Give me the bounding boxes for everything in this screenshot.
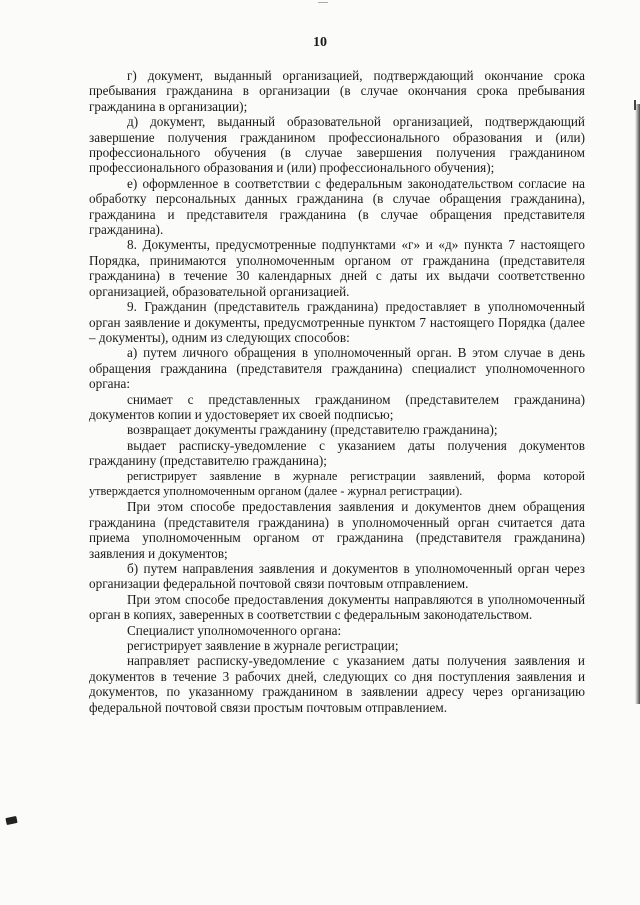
paragraph-clause-8: 8. Документы, предусмотренные подпунктами «г» и «д» пункта 7 настоящего Порядка, принимаются уполномоченным органом от гражданина (представителя гражданина) в течение 30 календарных дней с даты их выдачи соответственно организацией, образовательной организацией. [89,237,585,299]
paragraph-send-receipt: направляет расписку-уведомление с указанием даты получения заявления и документов в течение 3 рабочих дней, следующих со дня поступления заявления и документов, по указанному гражданином в заявлении адресу через организацию федеральной почтовой связи простым почтовым отправлением. [89,653,585,715]
paragraph-item-b: б) путем направления заявления и документов в уполномоченный орган через организации федеральной почтовой связи почтовым отправлением. [89,561,585,592]
paragraph-item-e: е) оформленное в соответствии с федеральным законодательством согласие на обработку персональных данных гражданина (в случае обращения гражданина), гражданина и представителя гражданина (в случае обращения представителя гражданина). [89,175,585,238]
scan-edge-shadow [635,104,640,704]
paragraph-register: регистрирует заявление в журнале регистрации заявлений, форма которой утверждается уполномоченным органом (далее - журнал регистрации). [89,468,585,498]
paragraph-return: возвращает документы гражданину (представителю гражданина); [127,422,498,438]
paragraph-copies-certified: При этом способе предоставления документы направляются в уполномоченный орган в копиях, заверенных в соответствии с федеральным законодательством. [89,591,585,623]
paragraph-item-g: г) документ, выданный организацией, подтверждающий окончание срока пребывания гражданина в организации (в случае окончания срока пребывания гражданина в организации); [89,68,585,114]
scan-mark [318,2,328,3]
paragraph-item-a: а) путем личного обращения в уполномоченный орган. В этом случае в день обращения гражданина (представителя гражданина) специалист уполномоченного органа: [89,345,585,392]
paragraph-register-journal: регистрирует заявление в журнале регистрации; [127,638,399,654]
paragraph-specialist: Специалист уполномоченного органа: [127,622,342,638]
paragraph-receipt: выдает расписку-уведомление с указанием даты получения документов гражданину (представителю гражданина); [89,437,585,469]
paragraph-day-of-appeal: При этом способе предоставления заявления и документов днем обращения гражданина (представителя гражданина) в уполномоченный орган считается дата приема уполномоченным органом от гражданина (представителя гражданина) заявления и документов; [89,499,585,561]
paragraph-item-d: д) документ, выданный образовательной организацией, подтверждающий завершение получения гражданином профессионального образования и (или) профессионального обучения (в случае завершения получения гражданином профессионального образования и (или) профессионального обучения); [89,114,585,176]
paragraph-clause-9: 9. Гражданин (представитель гражданина) предоставляет в уполномоченный орган заявление и документы, предусмотренные пунктом 7 настоящего Порядка (далее – документы), одним из следующих способов: [89,299,585,345]
scan-edge-mark [634,100,636,110]
scan-speck [5,816,17,825]
document-body [89,68,585,715]
page-number: 10 [313,35,327,50]
paragraph-copies: снимает с представленных гражданином (представителем гражданина) документов копии и удостоверяет их своей подписью; [89,391,585,422]
